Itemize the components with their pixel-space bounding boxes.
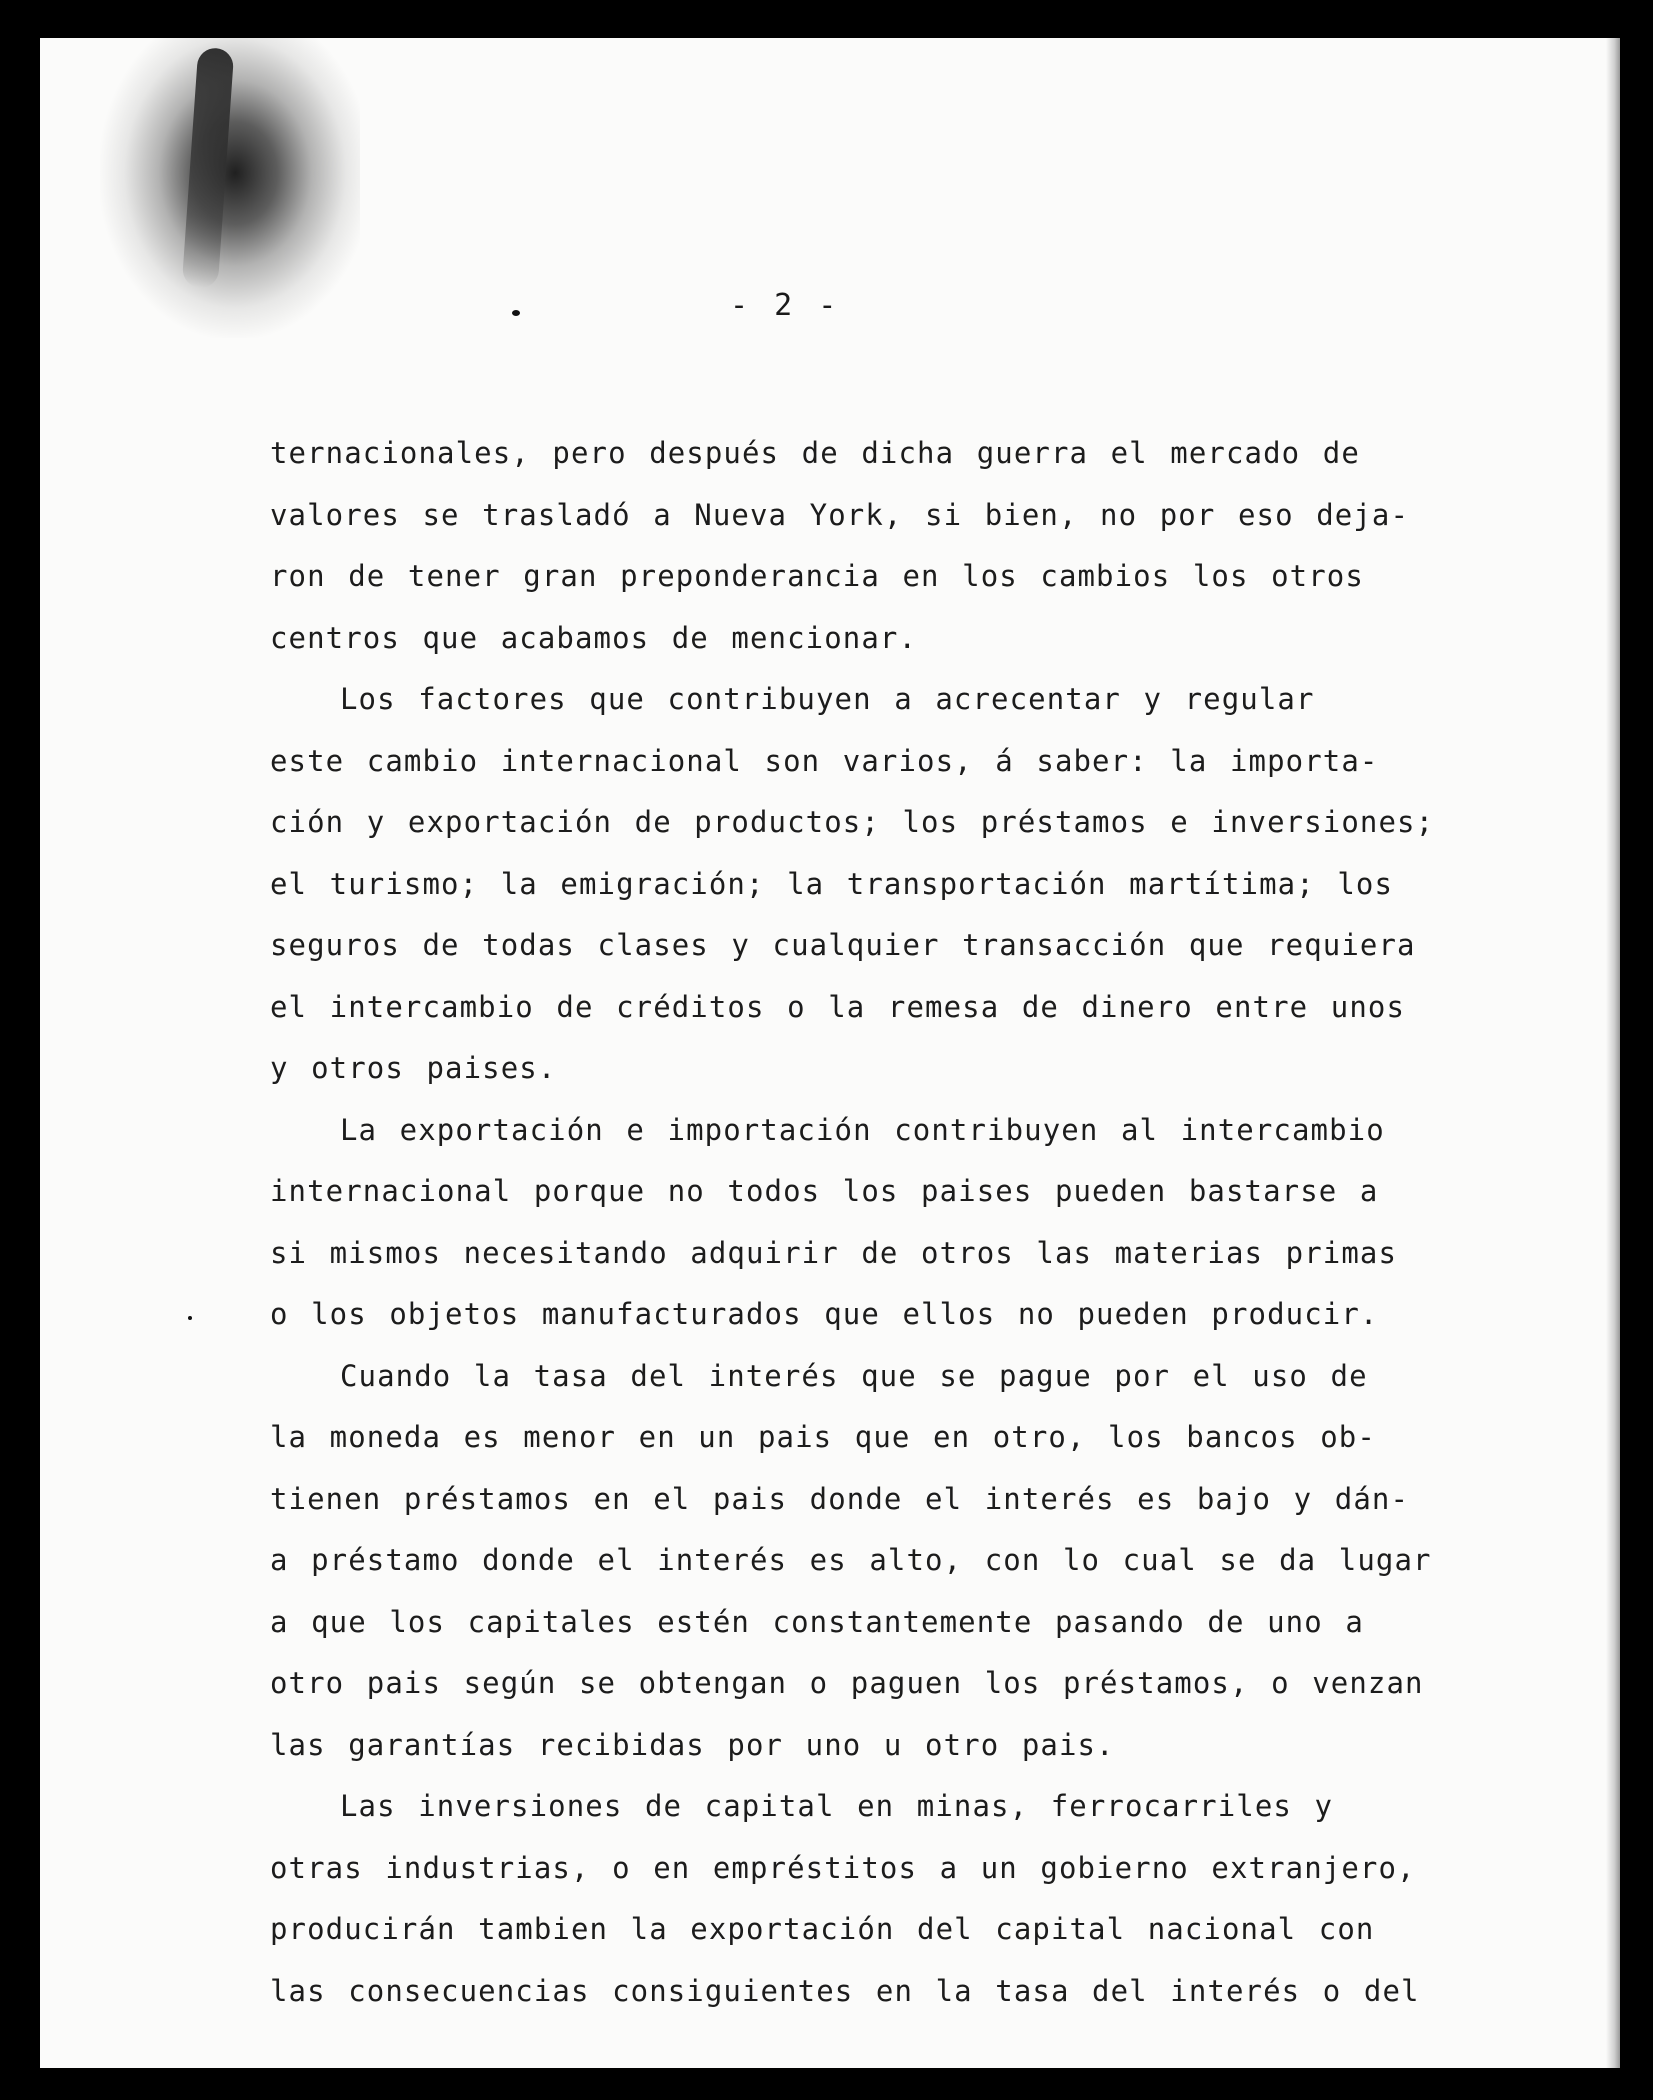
text-line: ron de tener gran preponderancia en los cambios los otros	[270, 559, 1364, 593]
text-line: el intercambio de créditos o la remesa de dinero entre unos	[270, 989, 1406, 1024]
document-page	[40, 38, 1620, 2068]
text-line: tienen préstamos en el pais donde el interés es bajo y dán-	[270, 1481, 1410, 1516]
ink-dot	[188, 1316, 192, 1320]
text-line: seguros de todas clases y cualquier transacción que requiera	[270, 928, 1416, 962]
text-line: las garantías recibidas por uno u otro pais.	[270, 1727, 1115, 1762]
text-line: y otros paises.	[270, 1051, 557, 1085]
text-line: el turismo; la emigración; la transportación martítima; los	[270, 866, 1394, 901]
text-line: a que los capitales estén constantemente pasando de uno a	[270, 1604, 1364, 1639]
text-line: otras industrias, o en empréstitos a un gobierno extranjero,	[270, 1850, 1416, 1885]
text-line: centros que acabamos de mencionar.	[270, 620, 918, 655]
text-line: valores se trasladó a Nueva York, si bien, no por eso deja-	[270, 497, 1410, 532]
page-edge-shadow	[1606, 38, 1620, 2068]
text-line: ternacionales, pero después de dicha guerra el mercado de	[270, 436, 1360, 470]
text-line: otro pais según se obtengan o paguen los préstamos, o venzan	[270, 1666, 1424, 1700]
text-line: o los objetos manufacturados que ellos no pueden producir.	[270, 1297, 1379, 1331]
text-line: Las inversiones de capital en minas, ferrocarriles y	[340, 1789, 1334, 1823]
text-line: las consecuencias consiguientes en la tasa del interés o del	[270, 1973, 1420, 2008]
text-line: a préstamo donde el interés es alto, con lo cual se da lugar	[270, 1543, 1432, 1577]
page-number: - 2 -	[730, 288, 841, 323]
text-line: La exportación e importación contribuyen al intercambio	[340, 1112, 1385, 1147]
text-line: producirán tambien la exportación del capital nacional con	[270, 1912, 1375, 1946]
text-line: internacional porque no todos los paises pueden bastarse a	[270, 1174, 1379, 1208]
body-text	[270, 423, 1440, 2022]
text-line: este cambio internacional son varios, á saber: la importa-	[270, 743, 1379, 778]
text-line: ción y exportación de productos; los préstamos e inversiones;	[270, 805, 1435, 839]
text-line: si mismos necesitando adquirir de otros las materias primas	[270, 1235, 1398, 1270]
text-line: Los factores que contribuyen a acrecentar y regular	[340, 682, 1315, 716]
ink-dot	[512, 310, 520, 316]
text-line: Cuando la tasa del interés que se pague por el uso de	[340, 1358, 1368, 1393]
text-line: la moneda es menor en un pais que en otro, los bancos ob-	[270, 1420, 1376, 1454]
